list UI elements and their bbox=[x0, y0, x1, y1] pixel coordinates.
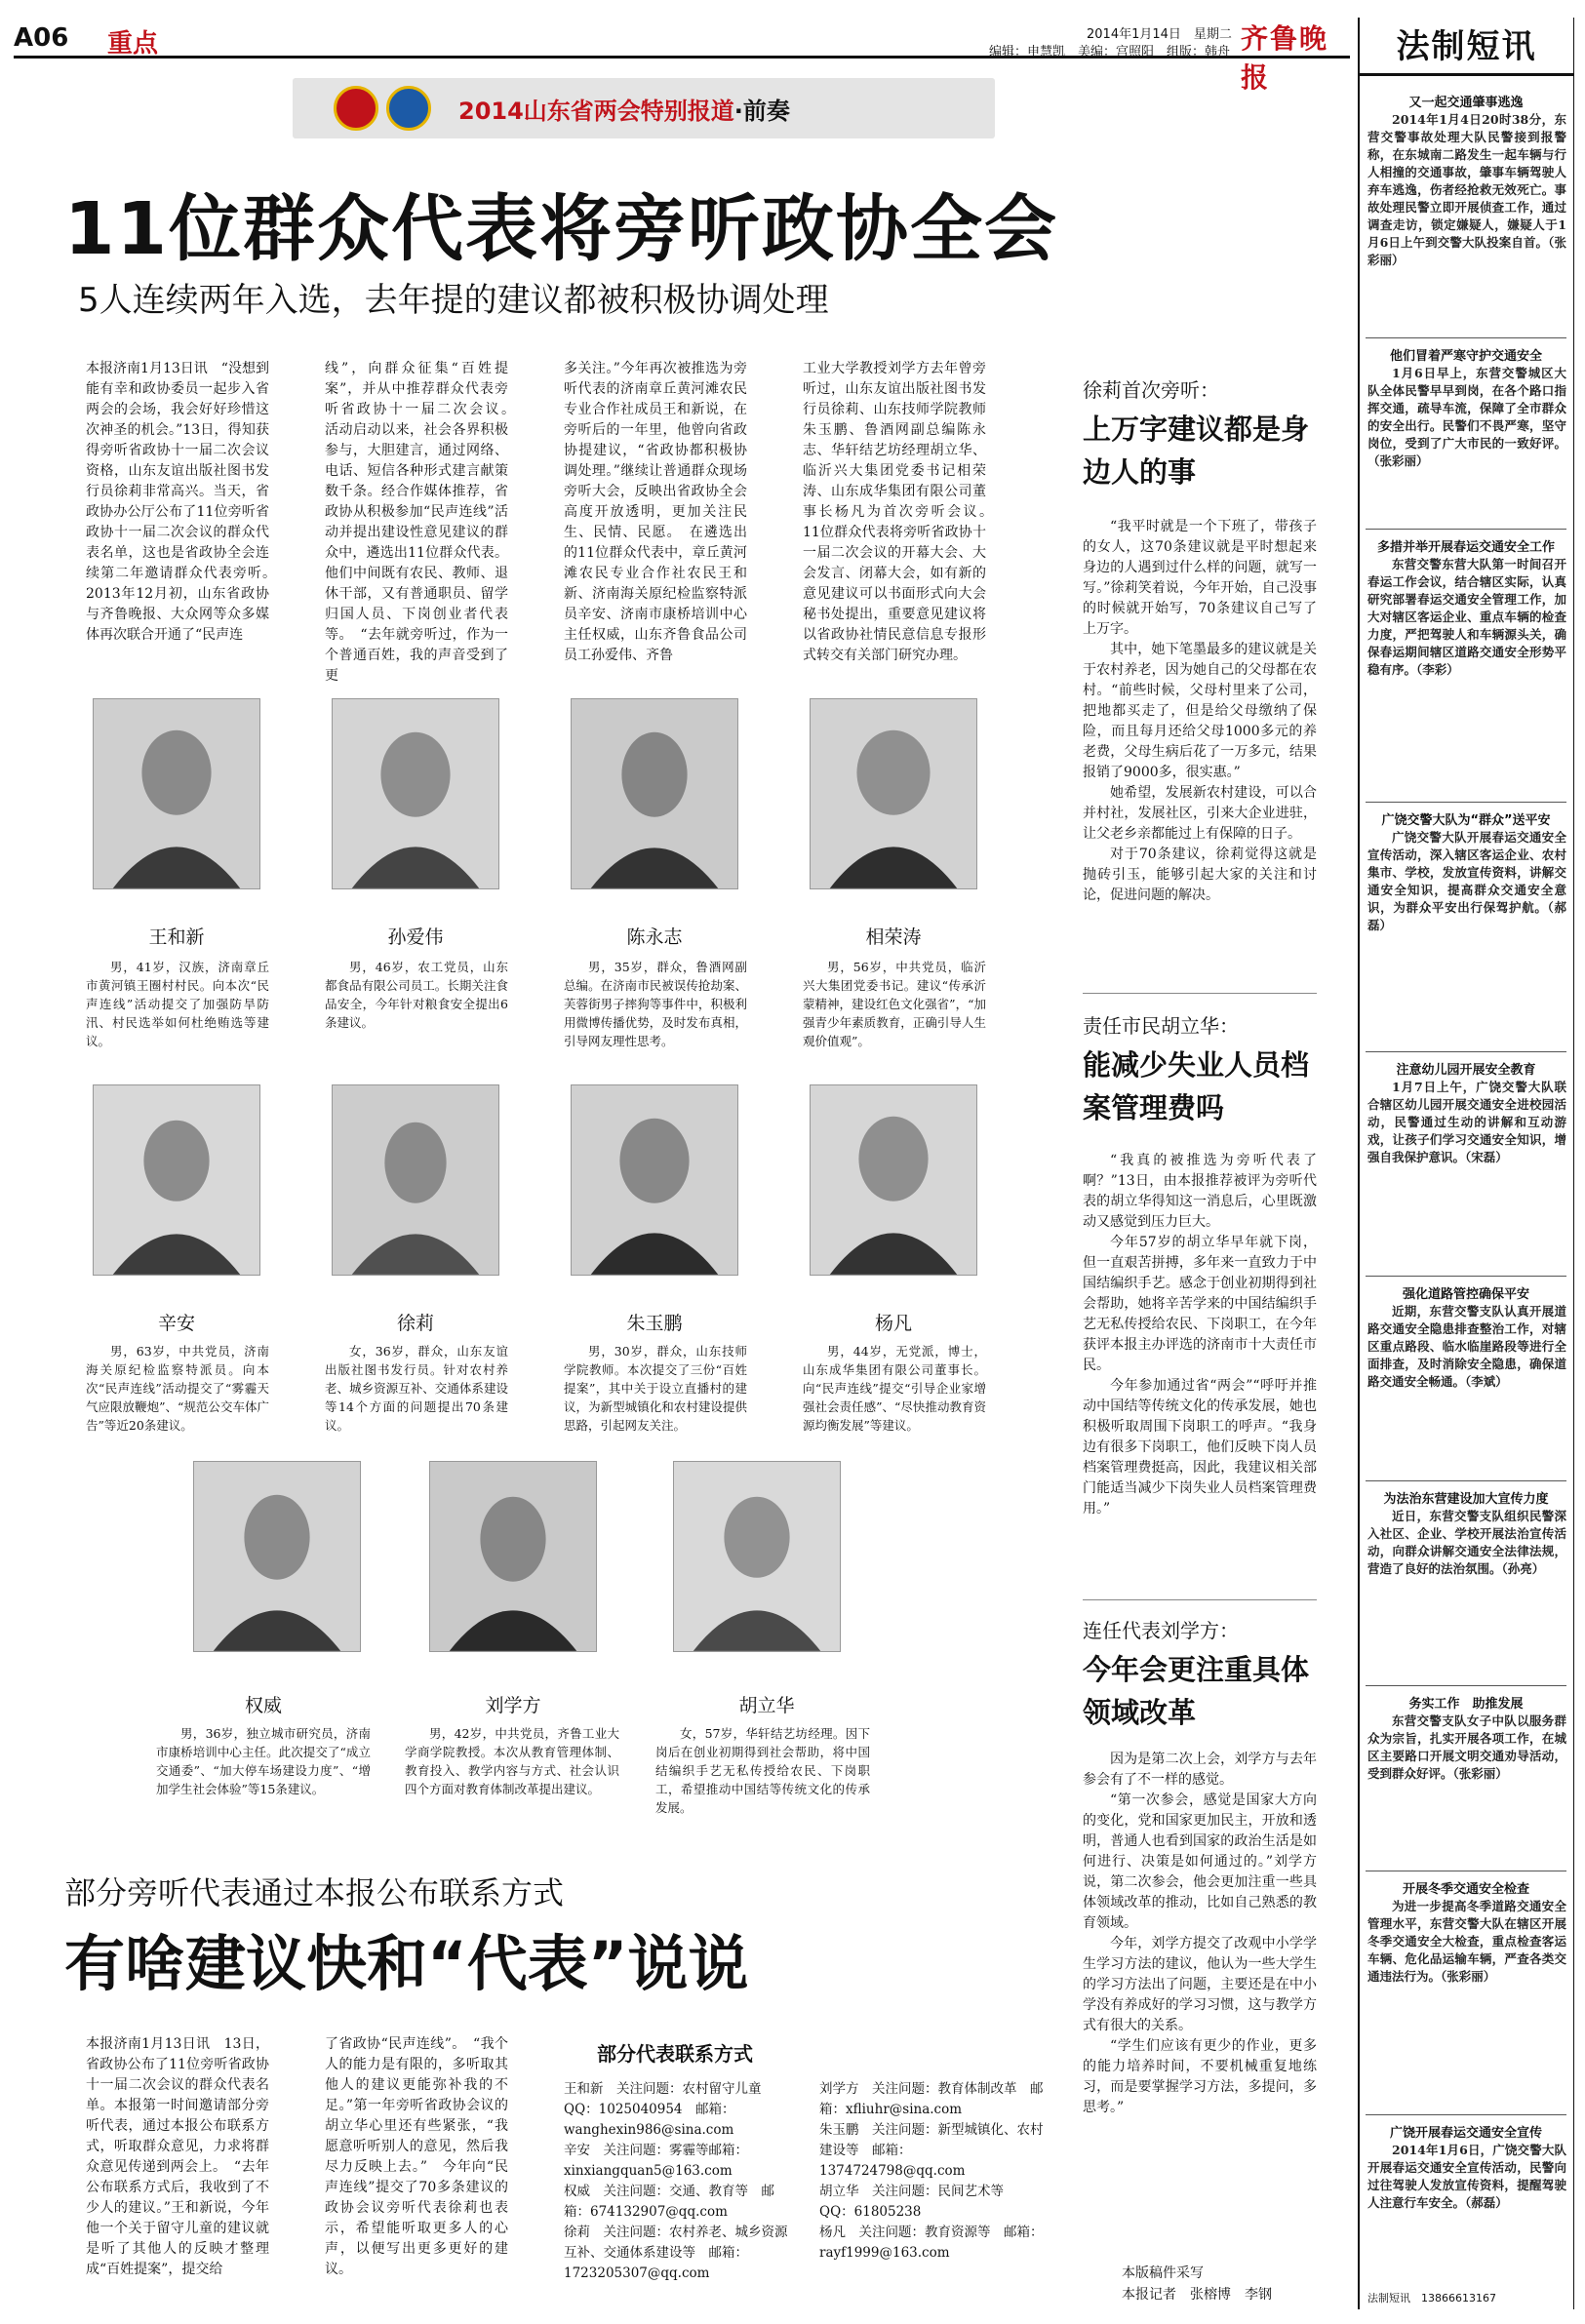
side-story-kicker: 徐莉首次旁听： bbox=[1083, 378, 1219, 402]
contact-entry: 刘学方 关注问题：教育体制改革 邮箱：xfliuhr@sina.com bbox=[819, 2081, 1044, 2117]
portrait-photo bbox=[93, 1084, 260, 1276]
newspaper-logo: 齐鲁晚报 bbox=[1241, 22, 1329, 94]
person-name: 孙爱伟 bbox=[387, 926, 444, 948]
contacts-list bbox=[564, 2079, 788, 2284]
brief-body: 广饶交警大队开展春运交通安全宣传活动，深入辖区客运企业、农村集市、学校，发放宣传资料，讲解交通安全知识，提高群众交通安全意识，为群众平安出行保驾护航。（郝磊） bbox=[1367, 830, 1566, 932]
brief-title: 广饶交警大队为“群众”送平安 bbox=[1381, 813, 1551, 828]
section2-title: 有啥建议快和“代表”说说 bbox=[64, 1928, 749, 1999]
brief-title: 他们冒着严寒守护交通安全 bbox=[1389, 349, 1542, 364]
brief-body: 东营交警东营大队第一时间召开春运工作会议，结合辖区实际，认真研究部署春运交通安全管理工作，加大对辖区客运企业、重点车辆的检查力度，严把驾驶人和车辆源头关，确保春运期间辖区道路交通安全形势平稳有序。（李彩） bbox=[1367, 557, 1566, 677]
person-name: 权威 bbox=[244, 1695, 282, 1716]
masthead bbox=[14, 18, 1350, 94]
brief-title: 为法治东营建设加大宣传力度 bbox=[1383, 1492, 1549, 1507]
person-bio: 女，36岁，群众，山东友谊出版社图书发行员。针对农村养老、城乡资源互补、交通体系建设等14个方面的问题提出70条建议。 bbox=[325, 1344, 508, 1433]
person-bio: 男，36岁，独立城市研究员，济南市康桥培训中心主任。此次提交了“成立交通委”、“加大停车场建设力度”、“增加学生社会体验”等15条建议。 bbox=[156, 1726, 371, 1796]
person-name: 辛安 bbox=[157, 1313, 195, 1334]
brief-title: 多措并举开展春运交通安全工作 bbox=[1376, 540, 1555, 555]
side-story-body: “我真的被推选为旁听代表了啊？”13日，由本报推荐被评为旁听代表的胡立华得知这一消息后，心里既激动又感觉到压力巨大。 今年57岁的胡立华早年就下岗，但一直艰苦拼搏，多年来一直致力于中国结编织手艺。感念于创业初期得到社会帮助，她将辛苦学来的中国结编织手艺无私传授给农民、下岗职工，在今年获评本报主办评选的济南市十大责任市民。 今年参加通过省“两会”“呼吁并推动中国结等传统文化的传承发展，她也积极听取周围下岗职工的呼声。“我身边有很多下岗职工，他们反映下岗人员档案管理费挺高，因此，我建议相关部门能适当减少下岗失业人员档案管理费用。” bbox=[1083, 1153, 1317, 1517]
person-name: 胡立华 bbox=[738, 1695, 795, 1716]
brief-body: 东营交警支队女子中队以服务群众为宗旨，扎实开展各项工作，在城区主要路口开展文明交通劝导活动，受到群众好评。（张彩丽） bbox=[1367, 1713, 1566, 1781]
portrait-photo bbox=[810, 1084, 977, 1276]
portrait-photo bbox=[673, 1461, 841, 1652]
person-bio: 男，41岁，汉族，济南章丘市黄河镇王圈村村民。向本次“民声连线”活动提交了加强防旱防汛、村民选举如何杜绝贿选等建议。 bbox=[86, 960, 269, 1048]
brief-body: 1月7日上午，广饶交警大队联合辖区幼儿园开展交通安全进校园活动，民警通过生动的讲解和互动游戏，让孩子们学习交通安全知识，增强自我保护意识。（宋磊） bbox=[1367, 1080, 1566, 1164]
article-column: 工业大学教授刘学方去年曾旁听过，山东友谊出版社图书发行员徐莉、山东技师学院教师朱玉鹏、鲁酒网副总编陈永志、华轩结艺坊经理胡立华、临沂兴大集团党委书记相荣涛、山东成华集团有限公司董事长杨凡为首次旁听会议。 11位群众代表将旁听省政协十一届二次会议的开幕大会、大会发言、闭幕大会，如有新的意见建议可以书面形式向大会秘书处提出，重要意见建议将以省政协社情民意信息专报形式转交有关部门研究办理。 bbox=[803, 361, 1000, 663]
brief-title: 广饶开展春运交通安全宣传 bbox=[1389, 2126, 1542, 2141]
person-bio: 男，44岁，无党派，博士，山东成华集团有限公司董事长。向“民声连线”提交“引导企业家增强社会责任感”、“尽快推动教育资源均衡发展”等建议。 bbox=[803, 1344, 986, 1433]
contacts-title: 部分代表联系方式 bbox=[597, 2042, 753, 2066]
special-report-banner bbox=[293, 78, 995, 138]
main-headline: 11位群众代表将旁听政协全会 bbox=[64, 187, 1058, 271]
portrait-photo bbox=[429, 1461, 597, 1652]
section2-column: 本报济南1月13日讯 13日，省政协公布了11位旁听省政协十一届二次会议的群众代表名单。本报第一时间邀请部分旁听代表，通过本报公布联系方式，听取群众意见，力求将群众意见传递到两会上。 “去年公布联系方式后，我收到了不少人的建议。”王和新说，今年他一个关于留守儿童的建议就是听了其他人的反映才整理成“百姓提案”，提交给 bbox=[86, 2036, 269, 2277]
brief-body: 近期，东营交警支队认真开展道路交通安全隐患排查整治工作，对辖区重点路段、临水临崖路段等进行全面排查，及时消除安全隐患，确保道路交通安全畅通。（李斌） bbox=[1367, 1304, 1566, 1389]
side-story-title: 今年会更注重具体领域改革 bbox=[1083, 1653, 1310, 1729]
contact-entry: 权威 关注问题：交通、教育等 邮箱：674132907@qq.com bbox=[564, 2184, 774, 2220]
person-name: 王和新 bbox=[148, 926, 205, 948]
section2-kicker: 部分旁听代表通过本报公布联系方式 bbox=[64, 1874, 565, 1911]
person-bio: 男，46岁，农工党员，山东都食品有限公司员工。长期关注食品安全，今年针对粮食安全提出6条建议。 bbox=[325, 960, 508, 1030]
person-bio: 女，57岁，华轩结艺坊经理。因下岗后在创业初期得到社会帮助，将中国结编织手艺无私传授给农民、下岗职工，希望推动中国结等传统文化的传承发展。 bbox=[655, 1726, 870, 1815]
brief-title: 又一起交通肇事逃逸 bbox=[1408, 96, 1524, 110]
article-column: 多关注。”今年再次被推选为旁听代表的济南章丘黄河滩农民专业合作社成员王和新说，在旁听后的一年里，他曾向省政协提建议，“省政协都积极协调处理。”继续让普通群众现场旁听大会，反映出省政协全会高度开放透明，更加关注民生、民情、民愿。 在遴选出的11位群众代表中，章丘黄河滩农民专业合作社农民王和新、济南海关原纪检监察特派员辛安、济南市康桥培训中心主任权威，山东齐鲁食品公司员工孙爱伟、齐鲁 bbox=[564, 361, 747, 663]
contact-entry: 徐莉 关注问题：农村养老、城乡资源互补、交通体系建设等 邮箱：1723205307@qq.com bbox=[564, 2225, 788, 2281]
brief-title: 务实工作 助推发展 bbox=[1408, 1697, 1524, 1712]
cppcc-emblem-icon bbox=[386, 86, 431, 131]
side-story-kicker: 连任代表刘学方： bbox=[1083, 1619, 1239, 1642]
contact-entry: 辛安 关注问题：雾霾等邮箱：xinxiangquan5@163.com bbox=[564, 2143, 748, 2179]
portrait-photo bbox=[571, 698, 738, 889]
editor-credits: 编辑：申慧凯 美编：宫照阳 组版：韩舟 bbox=[989, 45, 1231, 59]
portrait-photo bbox=[332, 698, 499, 889]
person-bio: 男，63岁，中共党员，济南海关原纪检监察特派员。向本次“民声连线”活动提交了“雾霾天气应限放鞭炮”、“规范公交车体广告”等近20条建议。 bbox=[86, 1344, 269, 1433]
article-column: 线”，向群众征集“百姓提案”，并从中推荐群众代表旁听省政协十一届二次会议。 活动启动以来，社会各界积极参与，大胆建言，通过网络、电话、短信各种形式建言献策数千条。经合作媒体推荐，省政协从积极参加“民声连线”活动并提出建设性意见建议的群众中，遴选出11位群众代表。他们中间既有农民、教师、退休干部，又有普通职员、留学归国人员、下岗创业者代表等。 “去年就旁听过，作为一个普通百姓，我的声音受到了更 bbox=[325, 361, 522, 684]
sidebar-footer: 法制短讯 13866613167 bbox=[1367, 2292, 1496, 2304]
portrait-photo bbox=[810, 698, 977, 889]
side-story-body: “我平时就是一个下班了，带孩子的女人，这70条建议就是平时想起来身边的人遇到过什么样的问题，就写一写。”徐莉笑着说，今年开始，自己没事的时候就开始写，70条建议自己写了上万字。 其中，她下笔墨最多的建议就是关于农村养老，因为她自己的父母都在农村。“前些时候，父母村里来了公司，把地都买走了，但是给父母缴纳了保险，而且每月还给父母1000多元的养老费，父母生病后花了一万多元，结果报销了9000多，很实惠。” 她希望，发展新农村建设，可以合并村社，发展社区，引来大企业进驻，让父老乡亲都能过上有保障的日子。 对于70条建议，徐莉觉得这就是抛砖引玉，能够引起大家的关注和讨论，促进问题的解决。 bbox=[1083, 519, 1317, 903]
section2-column: 了省政协“民声连线”。 “我个人的能力是有限的，多听取其他人的建议更能弥补我的不足。”第一年旁听省政协会议的胡立华心里还有些紧张，“我愿意听听别人的意见，然后我尽力反映上去。” 今年向“民声连线”提交了70多条建议的政协会议旁听代表徐莉也表示，希望能听取更多人的心声，以便写出更多更好的建议。 bbox=[325, 2036, 508, 2277]
person-name: 相荣涛 bbox=[865, 926, 922, 948]
issue-date: 2014年1月14日 星期二 bbox=[1087, 27, 1232, 42]
page-number: A06 bbox=[14, 23, 69, 53]
person-bio: 男，56岁，中共党员，临沂兴大集团党委书记。建议“传承沂蒙精神，建设红色文化强省”，“加强青少年素质教育，正确引导人生观价值观”。 bbox=[803, 960, 986, 1048]
contact-entry: 胡立华 关注问题：民间艺术等 QQ：61805238 bbox=[819, 2184, 1017, 2220]
contact-entry: 朱玉鹏 关注问题：新型城镇化、农村建设等 邮箱：1374724798@qq.com bbox=[819, 2122, 1044, 2179]
portrait-photo bbox=[93, 698, 260, 889]
national-emblem-icon bbox=[334, 86, 378, 131]
brief-title: 开展冬季交通安全检查 bbox=[1402, 1882, 1529, 1897]
portrait-photo bbox=[571, 1084, 738, 1276]
brief-body: 1月6日早上，东营交警城区大队全体民警早早到岗，在各个路口指挥交通，疏导车流，保障了全市群众的安全出行。民警们不畏严寒，坚守岗位，受到了广大市民的一致好评。（张彩丽） bbox=[1367, 366, 1566, 468]
person-name: 徐莉 bbox=[396, 1313, 434, 1334]
byline: 本版稿件采写 本报记者 张榕博 李钢 bbox=[1122, 2265, 1272, 2303]
divider bbox=[1083, 993, 1317, 994]
brief-body: 2014年1月4日20时38分，东营交警事故处理大队民警接到报警称，在东城南二路发生一起车辆与行人相撞的交通事故，肇事车辆驾驶人弃车逃逸，伤者经抢救无效死亡。事故处理民警立即开展侦查工作，通过调查走访，锁定嫌疑人，嫌疑人于1月6日上午到交警大队投案自首。（张彩丽） bbox=[1367, 112, 1566, 267]
sidebar-header: 法制短讯 bbox=[1360, 18, 1573, 76]
side-story-title: 能减少失业人员档案管理费吗 bbox=[1083, 1048, 1310, 1124]
person-bio: 男，35岁，群众，鲁酒网副总编。在济南市民被误传抢劫案、芙蓉街男子摔狗等事件中，积极利用微博传播优势，及时发布真相，引导网友理性思考。 bbox=[564, 960, 747, 1048]
person-name: 刘学方 bbox=[485, 1695, 541, 1716]
brief-body: 2014年1月6日，广饶交警大队开展春运交通安全宣传活动，民警向过往驾驶人发放宣传资料，提醒驾驶人注意行车安全。（郝磊） bbox=[1367, 2143, 1566, 2210]
person-bio: 男，30岁，群众，山东技师学院教师。本次提交了三份“百姓提案”，其中关于设立直播村的建议，为新型城镇化和农村建设提供思路，引起网友关注。 bbox=[564, 1344, 747, 1433]
legal-briefs-sidebar bbox=[1358, 18, 1574, 2309]
brief-body: 近日，东营交警支队组织民警深入社区、企业、学校开展法治宣传活动，向群众讲解交通安全法律法规，营造了良好的法治氛围。（孙亮） bbox=[1367, 1509, 1566, 1576]
contacts-list bbox=[819, 2079, 1044, 2264]
side-story-title: 上万字建议都是身边人的事 bbox=[1083, 413, 1310, 489]
contact-entry: 杨凡 关注问题：教育资源等 邮箱：rayf1999@163.com bbox=[819, 2225, 1044, 2261]
side-story-body: 因为是第二次上会，刘学方与去年参会有了不一样的感觉。 “第一次参会，感觉是国家大方向的变化，党和国家更加民主，开放和透明，普通人也看到国家的政治生活是如何进行、决策是如何通过的。”刘学方说，第二次参会，他会更加注重一些具体领域改革的推动，比如自己熟悉的教育领域。 今年，刘学方提交了改观中小学学生学习方法的建议，他认为一些大学生的学习方法出了问题，主要还是在中小学没有养成好的学习习惯，这与教学方式有很大的关系。 “学生们应该有更少的作业，更多的能力培养时间，不要机械重复地练习，而是要掌握学习方法，多提问，多思考。” bbox=[1083, 1752, 1317, 2115]
article-column: 本报济南1月13日讯 “没想到能有幸和政协委员一起步入省两会的会场，我会好好珍惜这次神圣的机会。”13日，得知获得旁听省政协十一届二次会议资格，山东友谊出版社图书发行员徐莉非常高兴。当天，省政协办公厅公布了11位旁听省政协十一届二次会议的群众代表名单，这也是省政协全会连续第二年邀请群众代表旁听。 2013年12月初，山东省政协与齐鲁晚报、大众网等众多媒体再次联合开通了“民声连 bbox=[86, 361, 283, 643]
divider bbox=[1083, 1599, 1317, 1600]
portrait-photo bbox=[332, 1084, 499, 1276]
banner-title: 2014山东省两会特别报道·前奏 bbox=[458, 98, 790, 125]
side-story-kicker: 责任市民胡立华： bbox=[1083, 1014, 1239, 1038]
person-bio: 男，42岁，中共党员，齐鲁工业大学商学院教授。本次从教育管理体制、教育投入、教学内容与方式、社会认识四个方面对教育体制改革提出建议。 bbox=[405, 1726, 619, 1796]
person-name: 朱玉鹏 bbox=[626, 1313, 683, 1334]
brief-title: 强化道路管控确保平安 bbox=[1402, 1287, 1529, 1302]
person-name: 陈永志 bbox=[626, 926, 683, 948]
person-name: 杨凡 bbox=[874, 1313, 912, 1334]
brief-body: 为进一步提高冬季道路交通安全管理水平，东营交警大队在辖区开展冬季交通安全大检查，重点检查客运车辆、危化品运输车辆，严查各类交通违法行为。（张彩丽） bbox=[1367, 1899, 1566, 1984]
main-subheadline: 5人连续两年入选，去年提的建议都被积极协调处理 bbox=[78, 281, 829, 320]
portrait-photo bbox=[193, 1461, 361, 1652]
contact-entry: 王和新 关注问题：农村留守儿童 QQ：1025040954 邮箱：wanghexin986@sina.com bbox=[564, 2081, 774, 2138]
section-name: 重点 bbox=[107, 29, 159, 59]
brief-title: 注意幼儿园开展安全教育 bbox=[1396, 1063, 1536, 1078]
